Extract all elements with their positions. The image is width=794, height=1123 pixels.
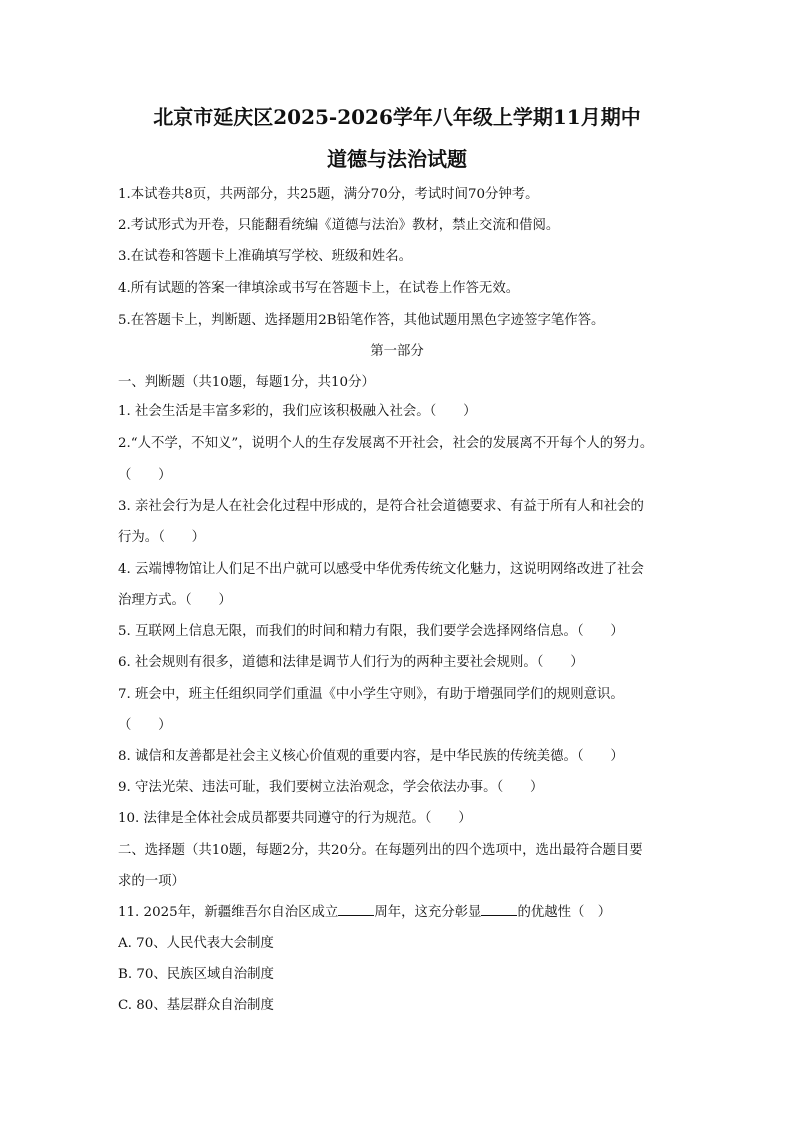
instruction-1: 1.本试卷共8页，共两部分，共25题，满分70分，考试时间70分钟考。 — [118, 187, 539, 202]
question-2-line-2: （ ） — [118, 468, 172, 483]
question-4-line-2: 治理方式。（ ） — [118, 593, 232, 608]
question-11-option-a: A. 70、人民代表大会制度 — [118, 936, 274, 951]
question-10: 10. 法律是全体社会成员都要共同遵守的行为规范。（ ） — [118, 811, 472, 826]
question-11-text-2: 周年，这充分彰显 — [374, 905, 482, 920]
question-4-line-1: 4. 云端博物馆让人们足不出户就可以感受中华优秀传统文化魅力，这说明网络改进了社会 — [118, 562, 644, 577]
question-11-text-1: 11. 2025年，新疆维吾尔自治区成立 — [118, 905, 339, 920]
answer-blank — [338, 903, 374, 916]
question-11 — [118, 903, 688, 923]
instruction-5: 5.在答题卡上，判断题、选择题用2B铅笔作答，其他试题用黑色字迹签字笔作答。 — [118, 313, 605, 328]
question-8: 8. 诚信和友善都是社会主义核心价值观的重要内容，是中华民族的传统美德。（ ） — [118, 749, 624, 764]
answer-blank — [481, 903, 517, 916]
question-1: 1. 社会生活是丰富多彩的，我们应该积极融入社会。（ ） — [118, 404, 477, 419]
question-9: 9. 守法光荣、违法可耻，我们要树立法治观念，学会依法办事。（ ） — [118, 780, 544, 795]
part-one-title: 第一部分 — [370, 344, 424, 359]
exam-title: 北京市延庆区2025-2026学年八年级上学期11月期中 — [153, 105, 641, 129]
question-11-option-c: C. 80、基层群众自治制度 — [118, 998, 274, 1013]
question-6: 6. 社会规则有很多，道德和法律是调节人们行为的两种主要社会规则。（ ） — [118, 655, 584, 670]
question-5: 5. 互联网上信息无限，而我们的时间和精力有限，我们要学会选择网络信息。（ ） — [118, 624, 624, 639]
instruction-2: 2.考试形式为开卷，只能翻看统编《道德与法治》教材，禁止交流和借阅。 — [118, 218, 560, 233]
question-7-line-1: 7. 班会中，班主任组织同学们重温《中小学生守则》，有助于增强同学们的规则意识。 — [118, 687, 624, 702]
section-two-heading-line-1: 二、选择题（共10题，每题2分，共20分。在每题列出的四个选项中，选出最符合题目要 — [118, 843, 643, 858]
exam-subject-title: 道德与法治试题 — [327, 147, 467, 171]
question-11-option-b: B. 70、民族区域自治制度 — [118, 967, 274, 982]
question-7-line-2: （ ） — [118, 718, 172, 733]
question-3-line-2: 行为。（ ） — [118, 530, 206, 545]
question-11-text-3: 的优越性（ ） — [517, 905, 612, 920]
question-2-line-1: 2.“人不学，不知义”，说明个人的生存发展离不开社会，社会的发展离不开每个人的努力。 — [118, 436, 654, 451]
instruction-4: 4.所有试题的答案一律填涂或书写在答题卡上，在试卷上作答无效。 — [118, 281, 520, 296]
section-one-heading: 一、判断题（共10题，每题1分，共10分） — [118, 375, 375, 390]
section-two-heading-line-2: 求的一项） — [118, 874, 185, 889]
instruction-3: 3.在试卷和答题卡上准确填写学校、班级和姓名。 — [118, 249, 412, 264]
question-3-line-1: 3. 亲社会行为是人在社会化过程中形成的，是符合社会道德要求、有益于所有人和社会的 — [118, 499, 644, 514]
